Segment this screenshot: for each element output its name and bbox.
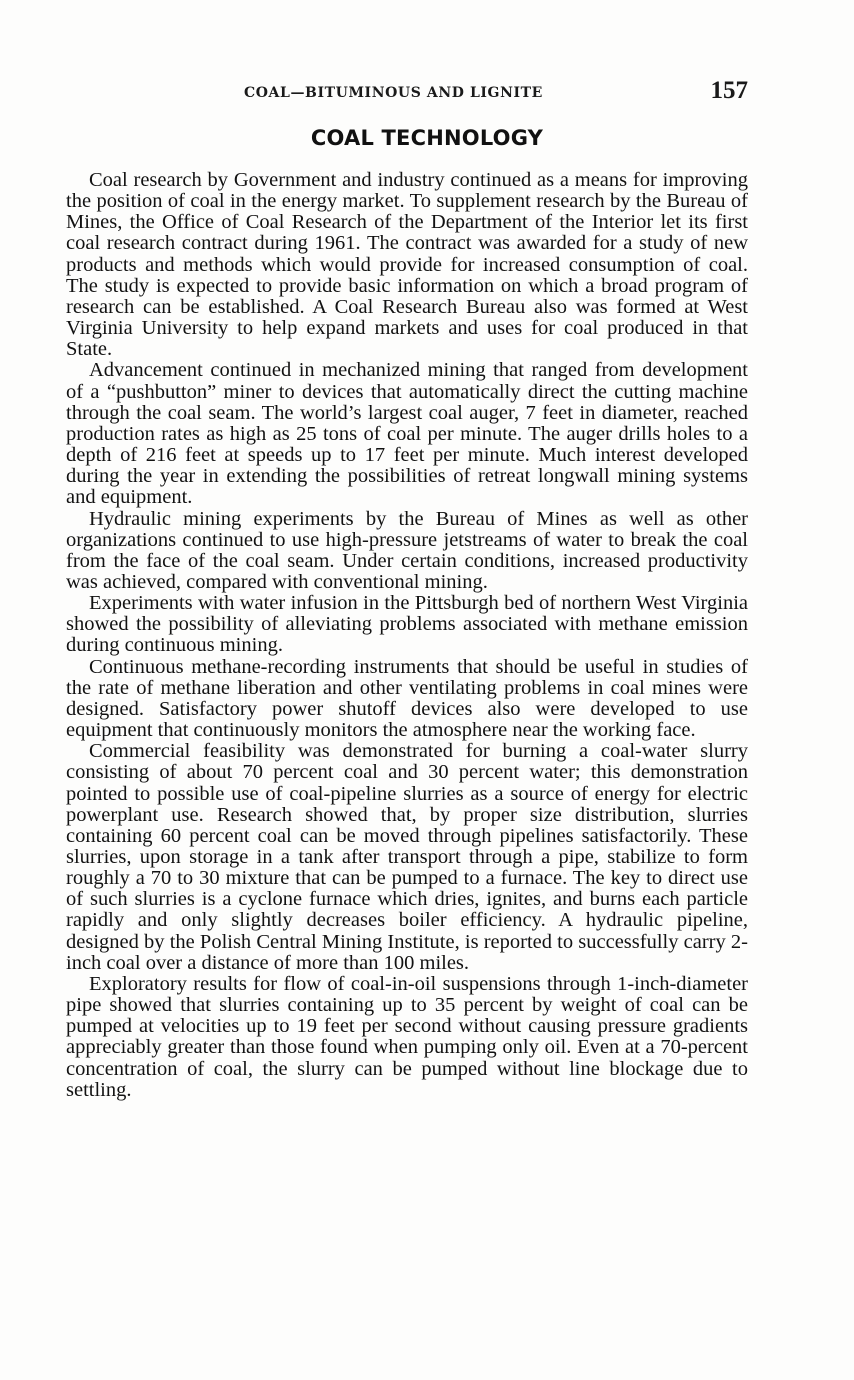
paragraph: Hydraulic mining experiments by the Bureau of Mines as well as other organizations continued to use high-pressure jetstreams of water to break the coal from the face of the coal seam. Under certain conditions, increased productivity was achieved, compared with conventional mining. xyxy=(66,507,748,593)
section-title: COAL TECHNOLOGY xyxy=(310,126,544,150)
paragraph: Advancement continued in mechanized mining that ranged from development of a “pushbutton” miner to devices that automatically direct the cutting machine through the coal seam. The world’s largest coal auger, 7 feet in diameter, reached production rates as high as 25 tons of coal per minute. The auger drills holes to a depth of 216 feet at speeds up to 17 feet per minute. Much interest developed during the year in extending the possibilities of retreat longwall mining systems and equipment. xyxy=(66,359,748,509)
paragraph: Coal research by Government and industry continued as a means for improving the position of coal in the energy market. To supplement research by the Bureau of Mines, the Office of Coal Research of the Department of the Interior let its first coal research contract during 1961. The contract was awarded for a study of new products and methods which would provide for increased consumption of coal. The study is expected to provide basic information on which a broad program of research can be established. A Coal Research Bureau also was formed at West Virginia University to help expand markets and uses for coal produced in that State. xyxy=(66,169,748,361)
paragraph: Commercial feasibility was demonstrated for burning a coal-water slurry consisting of about 70 percent coal and 30 percent water; this demonstration pointed to possible use of coal-pipeline slurries as a source of energy for electric powerplant use. Research showed that, by proper size distribution, slurries containing 60 percent coal can be moved through pipelines satisfactorily. These slurries, upon storage in a tank after transport through a pipe, stabilize to form roughly a 70 to 30 mixture that can be pumped to a furnace. The key to direct use of such slurries is a cyclone furnace which dries, ignites, and burns each particle rapidly and only slightly decreases boiler efficiency. A hydraulic pipeline, designed by the Polish Central Mining Institute, is reported to successfully carry 2-inch coal over a distance of more than 100 miles. xyxy=(66,740,748,974)
paragraph: Exploratory results for flow of coal-in-oil suspensions through 1-inch-diameter pipe showed that slurries containing up to 35 percent by weight of coal can be pumped at velocities up to 19 feet per second without causing pressure gradients appreciably greater than those found when pumping only oil. Even at a 70-percent concentration of coal, the slurry can be pumped without line blockage due to settling. xyxy=(66,972,748,1101)
paragraph: Continuous methane-recording instruments that should be useful in studies of the rate of methane liberation and other ventilating problems in coal mines were designed. Satisfactory power shutoff devices also were developed to use equipment that continuously monitors the atmosphere near the working face. xyxy=(66,655,748,742)
paragraph: Experiments with water infusion in the Pittsburgh bed of northern West Virginia showed the possibility of alleviating problems associated with methane emission during continuous mining. xyxy=(66,592,748,657)
page-number: 157 xyxy=(710,77,748,104)
running-title: COAL—BITUMINOUS AND LIGNITE xyxy=(244,85,543,101)
running-header xyxy=(66,77,748,106)
body-text xyxy=(66,170,748,1101)
